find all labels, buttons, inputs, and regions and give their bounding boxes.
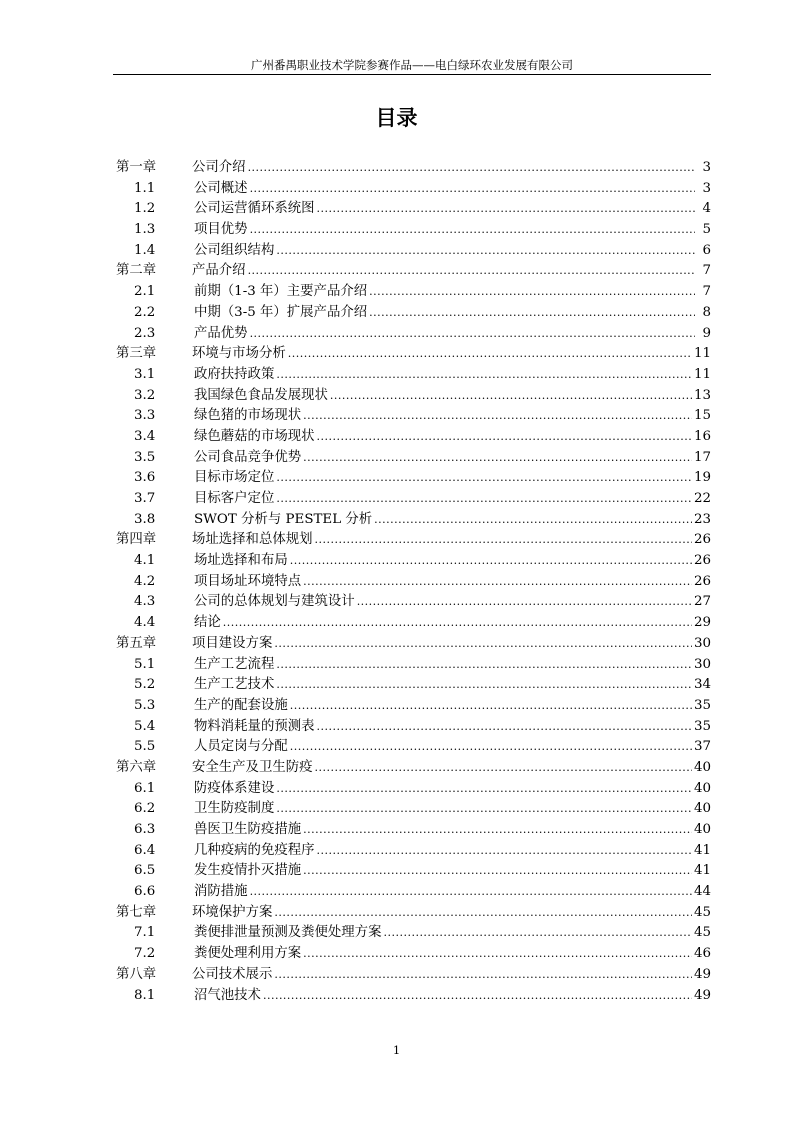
toc-entry-label: 项目场址环境特点 bbox=[194, 573, 302, 589]
toc-section-entry[interactable] bbox=[116, 386, 711, 407]
toc-entry-page: 7 bbox=[702, 284, 711, 300]
toc-entry-number: 7.2 bbox=[134, 946, 156, 962]
toc-section-entry[interactable] bbox=[116, 324, 711, 345]
toc-entry-label: 绿色蘑菇的市场现状 bbox=[194, 428, 315, 444]
toc-dot-leader bbox=[276, 365, 692, 386]
toc-entry-page: 19 bbox=[693, 470, 711, 486]
toc-chapter-entry[interactable] bbox=[116, 903, 711, 924]
toc-entry-page: 45 bbox=[693, 904, 711, 920]
toc-entry-number: 第三章 bbox=[116, 346, 157, 362]
toc-entry-label: 目标市场定位 bbox=[194, 470, 275, 486]
toc-entry-page: 40 bbox=[693, 780, 711, 796]
header-divider bbox=[113, 74, 711, 75]
toc-entry-label: 我国绿色食品发展现状 bbox=[194, 387, 328, 403]
toc-entry-page: 37 bbox=[693, 739, 711, 755]
toc-section-entry[interactable] bbox=[116, 489, 711, 510]
toc-entry-label: 项目建设方案 bbox=[192, 635, 273, 651]
toc-dot-leader bbox=[250, 220, 695, 241]
toc-section-entry[interactable] bbox=[116, 303, 711, 324]
toc-entry-label: 卫生防疫制度 bbox=[194, 801, 275, 817]
toc-entry-number: 2.1 bbox=[134, 284, 156, 300]
toc-entry-page: 34 bbox=[693, 677, 711, 693]
toc-entry-number: 3.1 bbox=[134, 366, 156, 382]
toc-section-entry[interactable] bbox=[116, 923, 711, 944]
toc-entry-number: 2.3 bbox=[134, 325, 156, 341]
toc-entry-number: 5.4 bbox=[134, 718, 156, 734]
toc-entry-label: 产品介绍 bbox=[192, 263, 246, 279]
toc-section-entry[interactable] bbox=[116, 551, 711, 572]
toc-dot-leader bbox=[369, 303, 695, 324]
toc-entry-page: 26 bbox=[693, 553, 711, 569]
toc-section-entry[interactable] bbox=[116, 737, 711, 758]
toc-entry-number: 3.8 bbox=[134, 511, 156, 527]
page-number: 1 bbox=[392, 1043, 401, 1057]
toc-entry-number: 3.5 bbox=[134, 449, 156, 465]
toc-dot-leader bbox=[315, 758, 692, 779]
toc-dot-leader bbox=[290, 551, 692, 572]
toc-section-entry[interactable] bbox=[116, 572, 711, 593]
toc-entry-number: 第八章 bbox=[116, 966, 157, 982]
toc-entry-number: 第二章 bbox=[116, 263, 157, 279]
toc-entry-number: 6.3 bbox=[134, 822, 156, 837]
toc-section-entry[interactable] bbox=[116, 365, 711, 386]
toc-dot-leader bbox=[317, 717, 692, 738]
toc-dot-leader bbox=[276, 799, 692, 820]
toc-entry-page: 49 bbox=[693, 987, 711, 1003]
toc-entry-label: 项目优势 bbox=[194, 222, 248, 238]
toc-dot-leader bbox=[248, 158, 695, 179]
toc-entry-page: 8 bbox=[702, 304, 711, 320]
toc-entry-label: 环境保护方案 bbox=[192, 904, 273, 920]
toc-entry-number: 第六章 bbox=[116, 759, 157, 775]
toc-entry-number: 第四章 bbox=[116, 532, 157, 548]
toc-dot-leader bbox=[263, 986, 692, 1007]
toc-entry-number: 4.4 bbox=[134, 615, 156, 631]
toc-dot-leader bbox=[290, 737, 692, 758]
toc-section-entry[interactable] bbox=[116, 861, 711, 882]
toc-entry-page: 13 bbox=[693, 387, 711, 403]
toc-entry-number: 3.3 bbox=[134, 408, 156, 424]
toc-entry-page: 7 bbox=[702, 263, 711, 279]
toc-entry-label: 兽医卫生防疫措施 bbox=[194, 822, 302, 837]
toc-entry-number: 3.4 bbox=[134, 428, 156, 444]
toc-entry-page: 26 bbox=[693, 532, 711, 548]
toc-entry-page: 23 bbox=[693, 511, 711, 527]
toc-entry-number: 5.5 bbox=[134, 739, 156, 755]
toc-entry-page: 44 bbox=[693, 884, 711, 900]
toc-entry-label: 公司介绍 bbox=[192, 160, 246, 175]
toc-entry-page: 49 bbox=[693, 966, 711, 982]
toc-entry-page: 6 bbox=[702, 242, 711, 258]
toc-entry-number: 4.2 bbox=[134, 573, 156, 589]
toc-entry-label: 公司组织结构 bbox=[194, 242, 275, 258]
toc-entry-number: 第一章 bbox=[116, 160, 157, 175]
toc-section-entry[interactable] bbox=[116, 655, 711, 676]
toc-entry-page: 22 bbox=[693, 491, 711, 506]
toc-dot-leader bbox=[276, 241, 695, 262]
toc-entry-number: 3.2 bbox=[134, 387, 156, 403]
toc-section-entry[interactable] bbox=[116, 717, 711, 738]
toc-entry-label: 公司概述 bbox=[194, 180, 248, 196]
toc-entry-page: 26 bbox=[693, 573, 711, 589]
toc-chapter-entry[interactable] bbox=[116, 344, 711, 365]
toc-entry-number: 4.3 bbox=[134, 594, 156, 610]
toc-section-entry[interactable] bbox=[116, 799, 711, 820]
toc-dot-leader bbox=[223, 613, 692, 634]
toc-entry-label: 场址选择和总体规划 bbox=[192, 532, 313, 548]
toc-section-entry[interactable] bbox=[116, 510, 711, 531]
toc-entry-page: 35 bbox=[693, 697, 711, 713]
toc-dot-leader bbox=[250, 882, 692, 903]
toc-entry-number: 1.4 bbox=[134, 242, 156, 258]
toc-section-entry[interactable] bbox=[116, 199, 711, 220]
toc-chapter-entry[interactable] bbox=[116, 758, 711, 779]
toc-dot-leader bbox=[303, 406, 692, 427]
toc-dot-leader bbox=[317, 841, 692, 862]
toc-chapter-entry[interactable] bbox=[116, 158, 711, 179]
toc-entry-page: 11 bbox=[693, 346, 711, 362]
toc-entry-page: 9 bbox=[702, 325, 711, 341]
toc-entry-label: 生产的配套设施 bbox=[194, 697, 288, 713]
toc-entry-label: 场址选择和布局 bbox=[194, 553, 288, 569]
toc-dot-leader bbox=[274, 965, 692, 986]
toc-section-entry[interactable] bbox=[116, 592, 711, 613]
toc-entry-page: 3 bbox=[702, 180, 711, 196]
toc-entry-page: 5 bbox=[702, 222, 711, 238]
toc-dot-leader bbox=[250, 179, 695, 200]
toc-section-entry[interactable] bbox=[116, 448, 711, 469]
toc-dot-leader bbox=[330, 386, 692, 407]
toc-entry-label: 产品优势 bbox=[194, 325, 248, 341]
toc-entry-label: 粪便处理利用方案 bbox=[194, 946, 302, 962]
toc-section-entry[interactable] bbox=[116, 282, 711, 303]
toc-entry-label: 公司运营循环系统图 bbox=[194, 201, 315, 217]
toc-entry-label: 结论 bbox=[194, 615, 221, 631]
toc-chapter-entry[interactable] bbox=[116, 965, 711, 986]
toc-entry-number: 4.1 bbox=[134, 553, 156, 569]
toc-dot-leader bbox=[276, 468, 692, 489]
toc-entry-number: 6.4 bbox=[134, 842, 156, 858]
toc-chapter-entry[interactable] bbox=[116, 634, 711, 655]
toc-dot-leader bbox=[317, 199, 695, 220]
toc-dot-leader bbox=[369, 282, 695, 303]
toc-entry-label: 中期（3-5 年）扩展产品介绍 bbox=[194, 304, 368, 320]
toc-entry-label: SWOT 分析与 PESTEL 分析 bbox=[194, 511, 373, 527]
toc-entry-number: 7.1 bbox=[134, 925, 156, 941]
toc-entry-label: 公司的总体规划与建筑设计 bbox=[194, 594, 355, 610]
toc-entry-page: 35 bbox=[693, 718, 711, 734]
toc-entry-label: 人员定岗与分配 bbox=[194, 739, 288, 755]
toc-section-entry[interactable] bbox=[116, 427, 711, 448]
toc-entry-label: 安全生产及卫生防疫 bbox=[192, 759, 313, 775]
toc-section-entry[interactable] bbox=[116, 220, 711, 241]
toc-dot-leader bbox=[276, 489, 692, 510]
toc-entry-number: 3.7 bbox=[134, 491, 156, 506]
toc-section-entry[interactable] bbox=[116, 406, 711, 427]
toc-section-entry[interactable] bbox=[116, 696, 711, 717]
toc-entry-page: 15 bbox=[693, 408, 711, 424]
toc-dot-leader bbox=[303, 572, 692, 593]
toc-entry-number: 5.1 bbox=[134, 656, 156, 672]
toc-dot-leader bbox=[288, 344, 692, 365]
toc-dot-leader bbox=[357, 592, 692, 613]
toc-entry-page: 29 bbox=[693, 615, 711, 631]
toc-entry-number: 1.1 bbox=[134, 180, 156, 196]
toc-entry-label: 生产工艺技术 bbox=[194, 677, 275, 693]
toc-dot-leader bbox=[248, 261, 695, 282]
toc-dot-leader bbox=[315, 530, 692, 551]
toc-section-entry[interactable] bbox=[116, 468, 711, 489]
toc-entry-page: 46 bbox=[693, 946, 711, 962]
toc-section-entry[interactable] bbox=[116, 882, 711, 903]
toc-title: 目录 bbox=[375, 106, 418, 130]
toc-entry-number: 第七章 bbox=[116, 904, 157, 920]
toc-dot-leader bbox=[290, 696, 692, 717]
toc-entry-number: 5.2 bbox=[134, 677, 156, 693]
toc-entry-label: 公司食品竞争优势 bbox=[194, 449, 302, 465]
toc-entry-label: 目标客户定位 bbox=[194, 491, 275, 506]
toc-entry-page: 30 bbox=[693, 635, 711, 651]
toc-chapter-entry[interactable] bbox=[116, 530, 711, 551]
toc-entry-page: 30 bbox=[693, 656, 711, 672]
toc-entry-number: 6.6 bbox=[134, 884, 156, 900]
toc-entry-number: 6.5 bbox=[134, 863, 156, 879]
toc-dot-leader bbox=[274, 903, 692, 924]
toc-entry-number: 8.1 bbox=[134, 987, 156, 1003]
toc-dot-leader bbox=[274, 634, 692, 655]
toc-entry-number: 6.1 bbox=[134, 780, 156, 796]
toc-section-entry[interactable] bbox=[116, 841, 711, 862]
toc-entry-page: 40 bbox=[693, 822, 711, 837]
toc-dot-leader bbox=[383, 923, 691, 944]
toc-dot-leader bbox=[303, 944, 692, 965]
toc-entry-label: 几种疫病的免疫程序 bbox=[194, 842, 315, 858]
toc-section-entry[interactable] bbox=[116, 179, 711, 200]
toc-entry-page: 11 bbox=[693, 366, 711, 382]
toc-entry-label: 粪便排泄量预测及粪便处理方案 bbox=[194, 925, 382, 941]
toc-entry-page: 41 bbox=[693, 863, 711, 879]
toc-dot-leader bbox=[317, 427, 692, 448]
toc-entry-label: 沼气池技术 bbox=[194, 987, 261, 1003]
toc-entry-label: 生产工艺流程 bbox=[194, 656, 275, 672]
toc-section-entry[interactable] bbox=[116, 675, 711, 696]
toc-entry-label: 消防措施 bbox=[194, 884, 248, 900]
page-header: 广州番禺职业技术学院参赛作品——电白绿环农业发展有限公司 bbox=[251, 58, 573, 72]
toc-dot-leader bbox=[276, 675, 692, 696]
toc-entry-number: 3.6 bbox=[134, 470, 156, 486]
toc-dot-leader bbox=[303, 448, 692, 469]
toc-dot-leader bbox=[276, 779, 692, 800]
toc-entry-label: 公司技术展示 bbox=[192, 966, 273, 982]
toc-entry-number: 1.3 bbox=[134, 222, 156, 238]
toc-dot-leader bbox=[250, 324, 695, 345]
toc-section-entry[interactable] bbox=[116, 820, 711, 841]
toc-entry-label: 绿色猪的市场现状 bbox=[194, 408, 302, 424]
toc-entry-page: 17 bbox=[693, 449, 711, 465]
toc-entry-number: 第五章 bbox=[116, 635, 157, 651]
toc-entry-page: 27 bbox=[693, 594, 711, 610]
toc-chapter-entry[interactable] bbox=[116, 261, 711, 282]
toc-entry-page: 4 bbox=[702, 201, 711, 217]
toc-dot-leader bbox=[276, 655, 692, 676]
toc-section-entry[interactable] bbox=[116, 944, 711, 965]
toc-section-entry[interactable] bbox=[116, 613, 711, 634]
toc-section-entry[interactable] bbox=[116, 241, 711, 262]
table-of-contents bbox=[116, 158, 711, 1006]
toc-entry-page: 40 bbox=[693, 759, 711, 775]
toc-entry-label: 前期（1-3 年）主要产品介绍 bbox=[194, 284, 368, 300]
toc-entry-page: 45 bbox=[693, 925, 711, 941]
toc-entry-label: 政府扶持政策 bbox=[194, 366, 275, 382]
toc-section-entry[interactable] bbox=[116, 779, 711, 800]
toc-entry-page: 40 bbox=[693, 801, 711, 817]
toc-dot-leader bbox=[303, 820, 692, 841]
toc-entry-number: 1.2 bbox=[134, 201, 156, 217]
toc-section-entry[interactable] bbox=[116, 986, 711, 1007]
toc-entry-page: 3 bbox=[702, 160, 711, 175]
toc-entry-number: 5.3 bbox=[134, 697, 156, 713]
toc-entry-label: 发生疫情扑灭措施 bbox=[194, 863, 302, 879]
toc-entry-page: 16 bbox=[693, 428, 711, 444]
toc-dot-leader bbox=[374, 510, 692, 531]
toc-entry-number: 2.2 bbox=[134, 304, 156, 320]
toc-entry-label: 防疫体系建设 bbox=[194, 780, 275, 796]
toc-entry-page: 41 bbox=[693, 842, 711, 858]
toc-dot-leader bbox=[303, 861, 692, 882]
toc-entry-number: 6.2 bbox=[134, 801, 156, 817]
toc-entry-label: 环境与市场分析 bbox=[192, 346, 286, 362]
toc-entry-label: 物料消耗量的预测表 bbox=[194, 718, 315, 734]
